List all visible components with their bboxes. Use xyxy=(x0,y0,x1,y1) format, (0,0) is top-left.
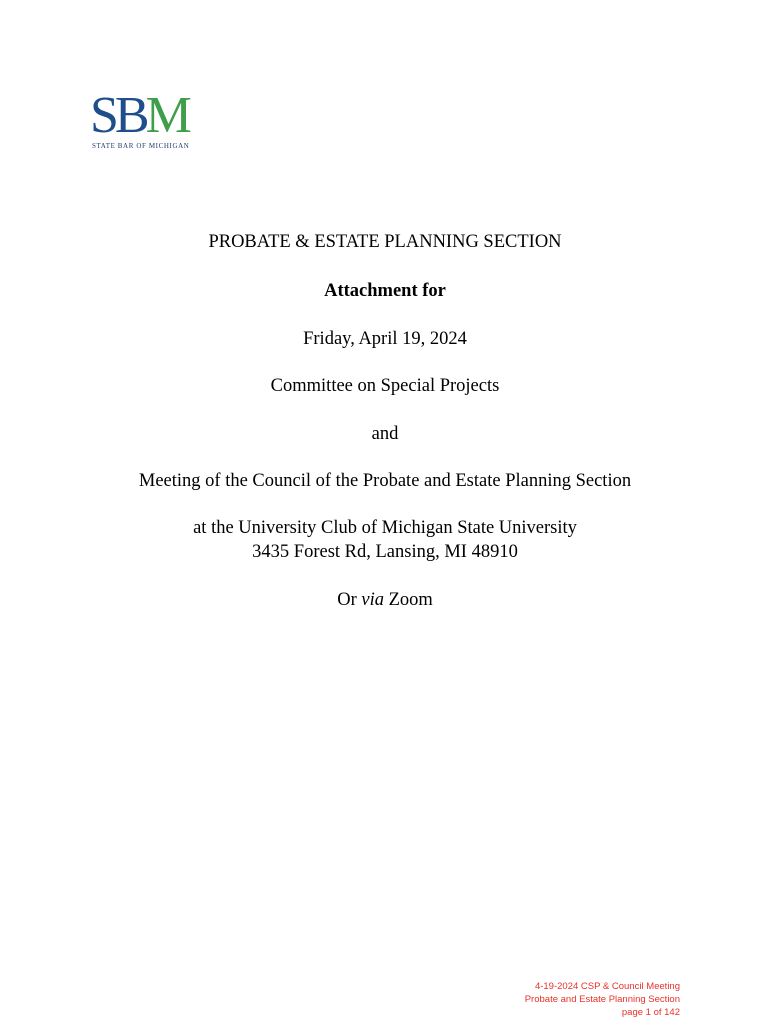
page-footer xyxy=(525,980,680,1019)
remote-via: via xyxy=(361,590,384,610)
logo-mark xyxy=(90,87,188,144)
remote-prefix: Or xyxy=(337,590,357,610)
venue-line-1: at the University Club of Michigan State University xyxy=(193,518,577,538)
remote-suffix: Zoom xyxy=(388,590,433,610)
remote-option xyxy=(0,589,770,611)
footer-meeting: 4-19-2024 CSP & Council Meeting xyxy=(534,981,680,992)
section-title: PROBATE & ESTATE PLANNING SECTION xyxy=(208,232,562,252)
meeting-date: Friday, April 19, 2024 xyxy=(303,329,467,349)
council-meeting: Meeting of the Council of the Probate and Estate Planning Section xyxy=(138,471,632,491)
footer-page-number: page 1 of 142 xyxy=(621,1007,680,1018)
committee-name: Committee on Special Projects xyxy=(270,376,500,396)
conjunction-and: and xyxy=(371,424,399,444)
sbm-logo xyxy=(90,87,202,154)
logo-letters-sb: SB xyxy=(90,87,146,144)
attachment-label: Attachment for xyxy=(324,281,446,301)
logo-letter-m: M xyxy=(145,87,188,144)
footer-section: Probate and Estate Planning Section xyxy=(524,994,680,1005)
logo-subtitle: STATE BAR OF MICHIGAN xyxy=(92,142,190,150)
venue-address: 3435 Forest Rd, Lansing, MI 48910 xyxy=(252,542,518,562)
